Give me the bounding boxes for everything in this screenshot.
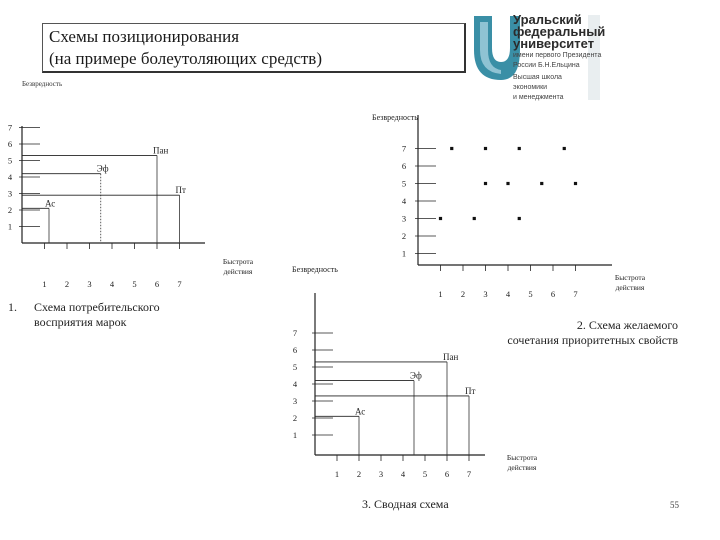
chart-1-point-label-2: Пт [175,185,186,196]
chart-2-x-tick-3: 3 [483,289,488,299]
caption-2-line-1: 2. Схема желаемого [576,318,678,332]
chart-1-x-tick-2: 2 [64,279,70,289]
caption-1-number: 1. [8,300,17,314]
chart-1-x-tick-1: 1 [42,279,47,289]
chart-3-y-tick-7: 7 [292,328,298,338]
caption-2 [472,318,678,348]
chart-3-point-label-1: Эф [410,370,422,381]
chart-3-x-tick-2: 2 [356,469,362,479]
logo-school-1: Высшая школа [513,74,562,81]
logo-school-3: и менеджмента [513,94,564,101]
chart-2-dot-8 [439,217,442,220]
chart-2-dot-6 [540,182,543,185]
chart-3-x-tick-3: 3 [378,469,384,479]
chart-1-x-axis-label-1: действия [223,267,253,276]
chart-1-x-tick-6: 6 [154,279,160,289]
chart-2-y-tick-7: 7 [401,143,407,154]
caption-2-line-2: сочетания приоритетных свойств [507,333,678,347]
chart-3-x-tick-6: 6 [444,469,450,479]
chart-3-y-tick-1: 1 [292,430,298,440]
chart-2-dot-2 [518,147,521,150]
chart-1-point-label-0: Пан [153,145,169,156]
chart-1-point-label-1: Эф [96,163,109,174]
chart-2-dot-1 [484,147,487,150]
chart-3-point-label-2: Пт [465,385,476,396]
chart-1-x-tick-4: 4 [109,279,115,289]
chart-1-point-label-3: Ас [45,198,56,209]
chart-1-y-tick-7: 7 [7,122,13,133]
chart-2-dot-7 [574,182,577,185]
chart-3-x-axis-label-1: действия [507,463,537,472]
top-axis-label: Безвредность [22,80,63,88]
chart-1-x-tick-7: 7 [177,279,182,289]
logo-name-2: федеральный [513,24,606,39]
chart-2-dot-0 [450,147,453,150]
logo-school-2: экономики [513,84,548,91]
logo-subtitle-1: имени первого Президента [513,52,602,59]
chart-2-x-tick-4: 4 [505,289,511,299]
chart-3-x-tick-1: 1 [334,469,340,479]
chart-1-y-tick-4: 4 [7,172,13,182]
chart-2-x-tick-6: 6 [550,289,556,299]
chart-3-x-tick-4: 4 [400,469,406,479]
chart-3-y-tick-4: 4 [292,379,298,389]
chart-1-y-tick-1: 1 [7,221,13,232]
caption-3: 3. Сводная схема [362,497,449,511]
chart-1-x-tick-3: 3 [87,279,92,289]
chart-2-y-tick-1: 1 [401,248,407,259]
chart-3-y-tick-6: 6 [292,345,298,355]
chart-2-x-axis-label-1: действия [615,283,645,292]
chart-2-x-tick-1: 1 [438,289,443,299]
chart-1-y-tick-5: 5 [7,155,13,166]
title-line-2: (на примере болеутоляющих средств) [49,49,322,68]
chart-3-y-tick-2: 2 [292,413,298,423]
chart-3-x-tick-5: 5 [422,469,428,479]
chart-1-x-axis-label-0: Быстрота [222,257,254,266]
chart-3-y-axis-label: Безвредность [292,265,338,274]
chart-2-dot-10 [518,217,521,220]
chart-2-y-tick-2: 2 [401,231,407,241]
chart-1-x-tick-5: 5 [132,279,137,289]
chart-2-y-tick-4: 4 [401,196,407,206]
chart-2-x-axis-label-0: Быстрота [614,273,646,282]
page-number: 55 [670,500,679,510]
chart-2-y-tick-3: 3 [401,213,407,224]
caption-1 [8,300,160,329]
chart-2-y-axis-label: Безвредность [372,113,418,122]
logo-name-1: Уральский [513,12,582,27]
chart-3-x-axis-label-0: Быстрота [506,453,538,462]
title-line-1: Схемы позиционирования [49,27,240,46]
caption-1-line-2: восприятия марок [34,315,127,329]
caption-1-line-1: Схема потребительского [34,300,160,314]
chart-3-point-label-3: Ас [355,406,366,417]
chart-2-x-tick-7: 7 [573,289,578,299]
chart-2-y-tick-6: 6 [401,161,407,171]
chart-2-dot-5 [506,182,509,185]
chart-3-x-tick-7: 7 [466,469,472,479]
chart-2-x-tick-2: 2 [460,289,466,299]
chart-2-dot-9 [473,217,476,220]
logo-name-3: университет [513,36,595,51]
chart-1-y-tick-2: 2 [7,205,13,215]
chart-2-x-tick-5: 5 [528,289,533,299]
chart-2-dot-4 [484,182,487,185]
chart-2-dot-3 [563,147,566,150]
chart-2-y-tick-5: 5 [401,178,407,189]
chart-1-y-tick-3: 3 [7,188,13,199]
chart-3-point-label-0: Пан [443,351,459,362]
chart-1-y-tick-6: 6 [7,139,13,149]
logo-subtitle-2: России Б.Н.Ельцина [513,62,580,69]
chart-3-y-tick-5: 5 [292,362,298,372]
chart-3-y-tick-3: 3 [292,396,298,406]
